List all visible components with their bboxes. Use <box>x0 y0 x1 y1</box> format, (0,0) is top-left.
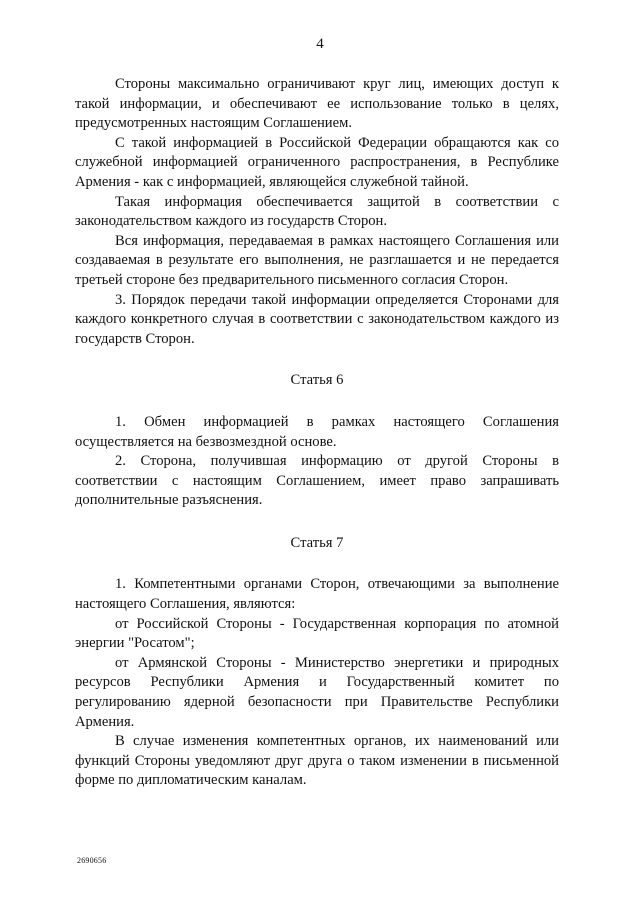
paragraph: С такой информацией в Российской Федерации обращаются как со служебной информацией ограниченного распространения, в Республике Армения - как с информацией, являющейся служебной тайной. <box>75 134 559 190</box>
page-number: 4 <box>316 36 324 52</box>
paragraph: от Армянской Стороны - Министерство энергетики и природных ресурсов Республики Армения и Государственный комитет по регулированию ядерной безопасности при Правительстве Республики Армения. <box>75 654 559 730</box>
paragraph: Такая информация обеспечивается защитой в соответствии с законодательством каждого из государств Сторон. <box>75 193 559 230</box>
paragraph: 1. Компетентными органами Сторон, отвечающими за выполнение настоящего Соглашения, являются: <box>75 576 559 613</box>
document-code: 2690656 <box>77 856 107 865</box>
paragraph: от Российской Стороны - Государственная корпорация по атомной энергии "Росатом"; <box>75 615 559 652</box>
paragraph: 1. Обмен информацией в рамках настоящего Соглашения осуществляется на безвозмездной основе. <box>75 413 559 450</box>
paragraph: В случае изменения компетентных органов, их наименований или функций Стороны уведомляют друг друга о таком изменении в письменной форме по дипломатическим каналам. <box>75 733 559 789</box>
paragraph: 2. Сторона, получившая информацию от другой Стороны в соответствии с настоящим Соглашением, имеет право запрашивать дополнительные разъяснения. <box>75 453 559 509</box>
article-7-title: Статья 7 <box>290 534 344 551</box>
paragraph: 3. Порядок передачи такой информации определяется Сторонами для каждого конкретного случая в соответствии с законодательством каждого из государств Сторон. <box>75 291 559 347</box>
document-body <box>75 75 559 791</box>
paragraph: Стороны максимально ограничивают круг лиц, имеющих доступ к такой информации, и обеспечивают ее использование только в целях, предусмотренных настоящим Соглашением. <box>75 76 559 132</box>
article-6-title: Статья 6 <box>290 372 344 389</box>
paragraph: Вся информация, передаваемая в рамках настоящего Соглашения или создаваемая в результате его выполнения, не разглашается и не передается третьей стороне без предварительного письменного согласия Сторон. <box>75 232 559 288</box>
